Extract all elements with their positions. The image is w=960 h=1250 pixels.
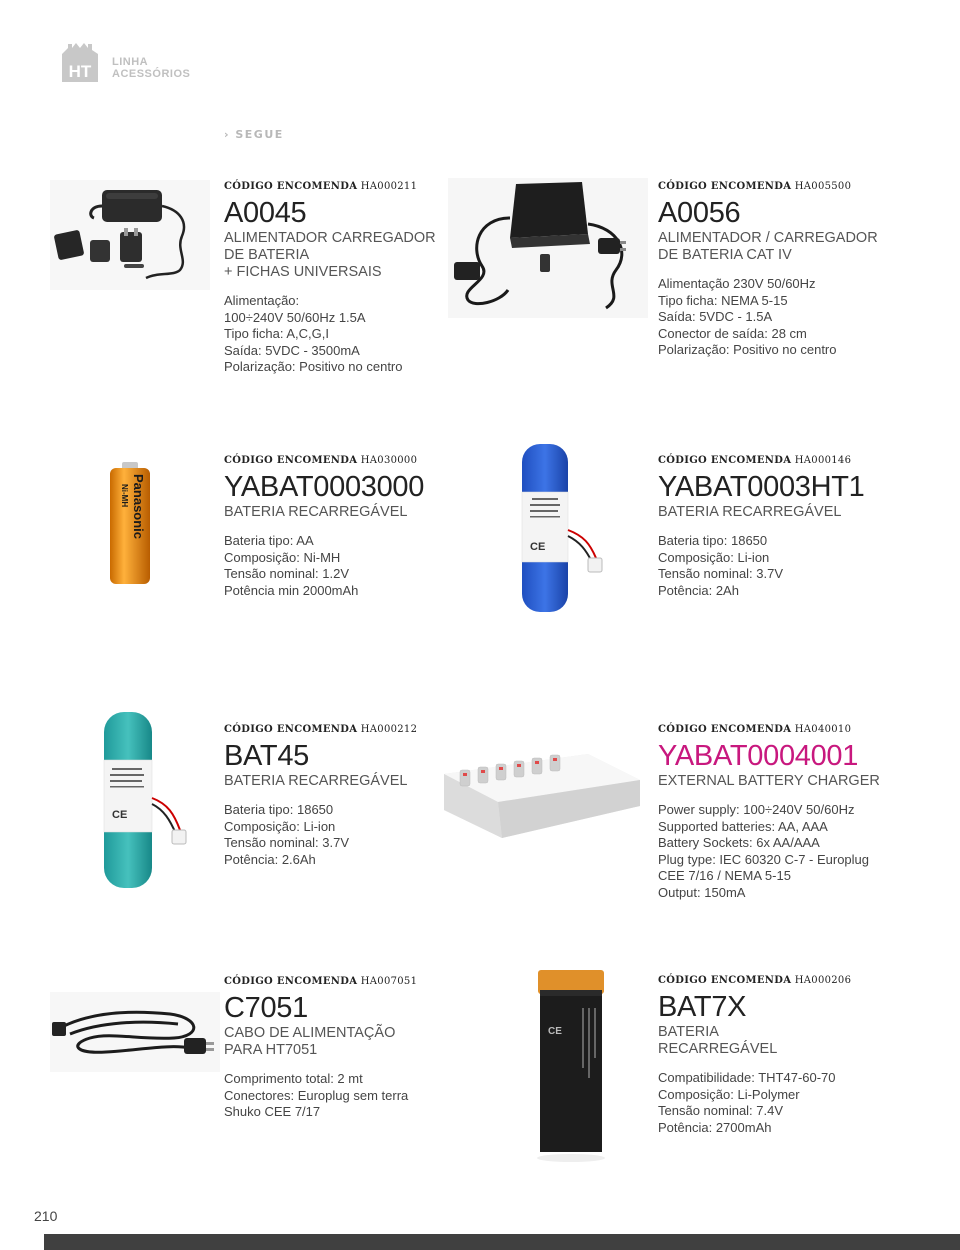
product-a0045 [224, 180, 484, 376]
svg-text:CE: CE [112, 809, 128, 821]
product-bat45 [224, 723, 484, 868]
product-yabat0003000 [224, 454, 484, 599]
product-name: A0045 [224, 197, 307, 229]
order-code: CÓDIGO ENCOMENDA HA000212 [224, 724, 418, 735]
order-code: CÓDIGO ENCOMENDA HA000211 [224, 181, 418, 192]
product-name: BAT7X [658, 991, 747, 1023]
product-name: BAT45 [224, 740, 310, 772]
power-adapter-image [50, 180, 210, 290]
footer-bar [44, 1234, 960, 1250]
product-specs: Compatibilidade: THT47-60-70 Composição: Li-Polymer Tensão nominal: 7.4V Potência: 2700mAh [658, 1070, 836, 1135]
order-code: CÓDIGO ENCOMENDA HA030000 [224, 455, 418, 466]
product-a0056 [658, 180, 918, 359]
product-description: ALIMENTADOR / CARREGADOR DE BATERIA CAT IV [658, 230, 878, 263]
product-description: EXTERNAL BATTERY CHARGER [658, 773, 880, 789]
li-ion-18650-blue-image [500, 440, 630, 620]
product-specs: Alimentação 230V 50/60Hz Tipo ficha: NEMA 5-15 Saída: 5VDC - 1.5A Conector de saída: 28 cm Polarização: Positivo no centro [658, 276, 837, 357]
product-yabat0004001 [658, 723, 918, 901]
product-description: BATERIA RECARREGÁVEL [224, 504, 408, 520]
order-code: CÓDIGO ENCOMENDA HA040010 [658, 724, 852, 735]
product-bat7x [658, 974, 918, 1136]
product-specs: Bateria tipo: 18650 Composição: Li-ion Tensão nominal: 3.7V Potência: 2.6Ah [224, 802, 350, 867]
order-code: CÓDIGO ENCOMENDA HA000146 [658, 455, 852, 466]
header-line-1: LINHA [112, 56, 149, 68]
product-c7051 [224, 975, 484, 1121]
product-name: A0056 [658, 197, 741, 229]
battery-type-text: Ni-MH [120, 484, 129, 508]
power-cable-image [50, 992, 220, 1072]
li-ion-18650-teal-image [90, 706, 210, 896]
product-name: YABAT0004001 [658, 740, 859, 772]
battery-brand-text: Panasonic [131, 474, 146, 540]
ht-logo-icon [60, 40, 100, 82]
svg-text:CE: CE [548, 1026, 562, 1037]
product-description: BATERIA RECARREGÁVEL [224, 773, 408, 789]
product-name: YABAT0003000 [224, 471, 425, 503]
page-number: 210 [34, 1208, 58, 1224]
product-specs: Bateria tipo: AA Composição: Ni-MH Tensão nominal: 1.2V Potência min 2000mAh [224, 533, 359, 598]
product-specs: Alimentação: 100÷240V 50/60Hz 1.5A Tipo ficha: A,C,G,I Saída: 5VDC - 3500mA Polarização: Positivo no centro [224, 293, 403, 374]
order-code: CÓDIGO ENCOMENDA HA007051 [224, 976, 418, 987]
product-name: C7051 [224, 992, 308, 1024]
panasonic-aa-battery-image [100, 458, 160, 588]
product-specs: Comprimento total: 2 mt Conectores: Europlug sem terra Shuko CEE 7/17 [224, 1071, 409, 1119]
product-description: BATERIA RECARREGÁVEL [658, 504, 842, 520]
product-description: BATERIA RECARREGÁVEL [658, 1024, 778, 1057]
segue-label: › SEGUE [224, 128, 284, 141]
logo-mark-text: HT [68, 62, 92, 81]
product-description: ALIMENTADOR CARREGADOR DE BATERIA + FICHAS UNIVERSAIS [224, 230, 436, 280]
li-polymer-battery-image [526, 964, 616, 1164]
header-line-2: ACESSÓRIOS [112, 68, 191, 80]
product-name: YABAT0003HT1 [658, 471, 865, 503]
svg-text:CE: CE [530, 541, 546, 553]
brand-logo [60, 40, 200, 84]
product-specs: Power supply: 100÷240V 50/60Hz Supported batteries: AA, AAA Battery Sockets: 6x AA/AAA Plug type: IEC 60320 C-7 - Europlug CEE 7/16 / NEMA 5-15 Output: 150mA [658, 802, 870, 900]
product-description: CABO DE ALIMENTAÇÃO PARA HT7051 [224, 1025, 396, 1058]
order-code: CÓDIGO ENCOMENDA HA000206 [658, 975, 852, 986]
product-yabat0003ht1 [658, 454, 918, 599]
product-specs: Bateria tipo: 18650 Composição: Li-ion Tensão nominal: 3.7V Potência: 2Ah [658, 533, 784, 598]
order-code: CÓDIGO ENCOMENDA HA005500 [658, 181, 852, 192]
